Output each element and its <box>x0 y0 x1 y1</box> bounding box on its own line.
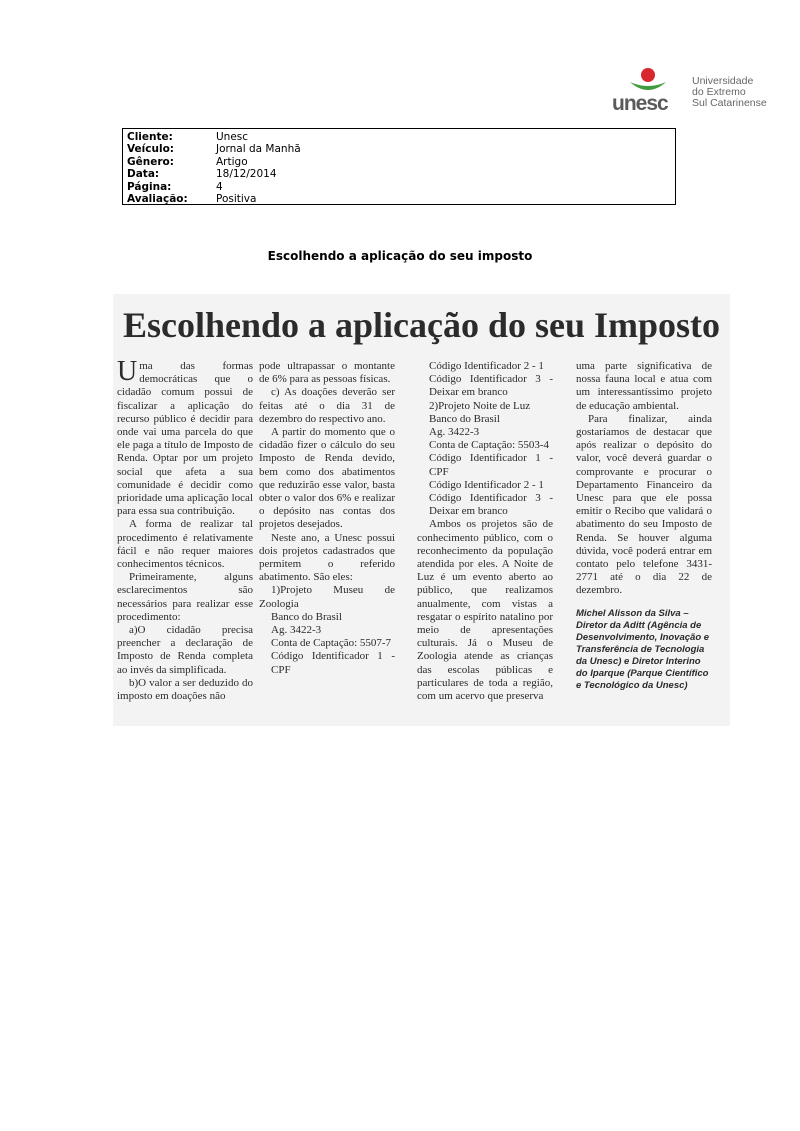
article-paragraph: c) As doações deverão ser feitas até o dia 31 de dezembro do respectivo ano. <box>259 386 395 425</box>
author-signature: Michel Alisson da Silva – Diretor da Aditt (Agência de Desenvolvimento, Inovação e Transferência de Tecnologia da Unesc) e Diretor Interino do Iparque (Parque Científico e Tecnológico da Unesc) <box>576 607 710 691</box>
meta-value: Unesc <box>216 131 249 143</box>
article-paragraph: Para finalizar, ainda gostaríamos de destacar que após realizar o depósito do valor, você deverá guardar o comprovante e procurar o Departamento Financeiro da Unesc para que ele possa emitir o Recibo que validará o abatimento do seu Imposto de Renda. Se houver alguma dúvida, você poderá entrar em contato pelo telefone 3431-2771 até o dia 22 de dezembro. <box>576 412 712 597</box>
account-detail: Código Identificador 3 - Deixar em branco <box>429 492 553 518</box>
meta-value: Positiva <box>216 193 257 206</box>
article-paragraph: Ambos os projetos são de conhecimento público, com o reconhecimento da população atendida por eles. A Noite de Luz é um evento aberto ao público, que realizamos anualmente, com vistas a resgatar o espírito natalino por meio de apresentações culturais. Já o Museu de Zoologia atende as crianças das escolas públicas e particulares de toda a região, com um acervo que preserva <box>417 518 553 703</box>
meta-value: 4 <box>216 180 223 193</box>
meta-row <box>127 193 671 205</box>
meta-value: Artigo <box>216 155 248 168</box>
meta-label: Página: <box>127 180 172 193</box>
logo-line: do Extremo <box>692 86 746 98</box>
account-detail: Código Identificador 2 - 1 <box>429 478 544 491</box>
meta-value: 18/12/2014 <box>216 168 277 181</box>
drop-cap: U <box>117 356 138 387</box>
article-column-1 <box>117 356 253 703</box>
article-paragraph: Neste ano, a Unesc possui dois projetos cadastrados que permitem o referido abatimento. São eles: <box>259 531 395 584</box>
account-detail: Banco do Brasil <box>271 610 342 623</box>
article-paragraph: uma parte significativa de nossa fauna local e atua com um interessantíssimo projeto de educação ambiental. <box>576 360 712 412</box>
account-detail: Código Identificador 1 - CPF <box>271 650 395 676</box>
meta-label: Cliente: <box>127 131 173 143</box>
account-detail: Ag. 3422-3 <box>271 624 322 637</box>
account-detail: Código Identificador 3 - Deixar em branco <box>429 373 553 399</box>
logo-wordmark: unesc <box>612 92 668 115</box>
logo-institution-name <box>692 76 767 109</box>
account-detail: Código Identificador 1 - CPF <box>429 452 553 478</box>
account-detail: Conta de Captação: 5507-7 <box>271 637 392 650</box>
article-paragraph: 1)Projeto Museu de Zoologia <box>259 584 395 610</box>
article-paragraph: b)O valor a ser deduzido do imposto em doações não <box>117 676 253 703</box>
clipping-info-box <box>122 128 676 205</box>
article-paragraph: A partir do momento que o cidadão fizer o cálculo do seu Imposto de Renda devido, bem como dos abatimentos que reduzirão esse valor, basta obter o valor dos 6% e realizar o depósito nas contas dos projetos desejados. <box>259 426 395 531</box>
article-paragraph: A forma de realizar tal procedimento é relativamente fácil e não requer maiores conhecimentos técnicos. <box>117 518 253 571</box>
meta-row <box>127 143 671 155</box>
article-title: Escolhendo a aplicação do seu Imposto <box>122 305 721 345</box>
article-column-3 <box>417 360 553 703</box>
article-column-4 <box>576 360 712 692</box>
meta-label: Veículo: <box>127 143 174 156</box>
account-detail: 2)Projeto Noite de Luz <box>429 399 531 412</box>
account-detail: Código Identificador 2 - 1 <box>429 360 544 372</box>
meta-row <box>127 156 671 168</box>
article-paragraph <box>117 356 253 518</box>
unesc-logo <box>608 66 768 116</box>
newspaper-clipping <box>113 294 730 726</box>
account-detail: Ag. 3422-3 <box>429 426 480 439</box>
article-paragraph: a)O cidadão precisa preencher a declaração de Imposto de Renda completa ao invés da simplificada. <box>117 624 253 676</box>
meta-row <box>127 131 671 143</box>
meta-label: Avaliação: <box>127 193 188 206</box>
meta-label: Gênero: <box>127 155 174 168</box>
account-detail: Banco do Brasil <box>429 412 500 425</box>
meta-row <box>127 168 671 180</box>
account-detail: Conta de Captação: 5503-4 <box>429 439 550 452</box>
meta-value: Jornal da Manhã <box>216 143 301 156</box>
meta-row <box>127 181 671 193</box>
paragraph-text: ma das formas democráticas que o cidadão comum possui de fiscalizar a aplicação do recurso público é decidir para onde vai uma parcela do que ele paga a título de Imposto de Renda. Optar por um projeto social que afeta a sua comunidade é decidir como prioridade uma aplicação local para essa sua contribuição. <box>117 360 253 518</box>
article-paragraph: pode ultrapassar o montante de 6% para as pessoas físicas. <box>259 360 395 386</box>
article-column-2 <box>259 360 395 677</box>
document-heading: Escolhendo a aplicação do seu imposto <box>267 249 533 263</box>
meta-label: Data: <box>127 168 160 181</box>
article-paragraph: Primeiramente, alguns esclarecimentos são necessários para realizar esse procedimento: <box>117 571 253 623</box>
logo-line: Universidade <box>692 75 754 87</box>
logo-line: Sul Catarinense <box>692 97 767 109</box>
